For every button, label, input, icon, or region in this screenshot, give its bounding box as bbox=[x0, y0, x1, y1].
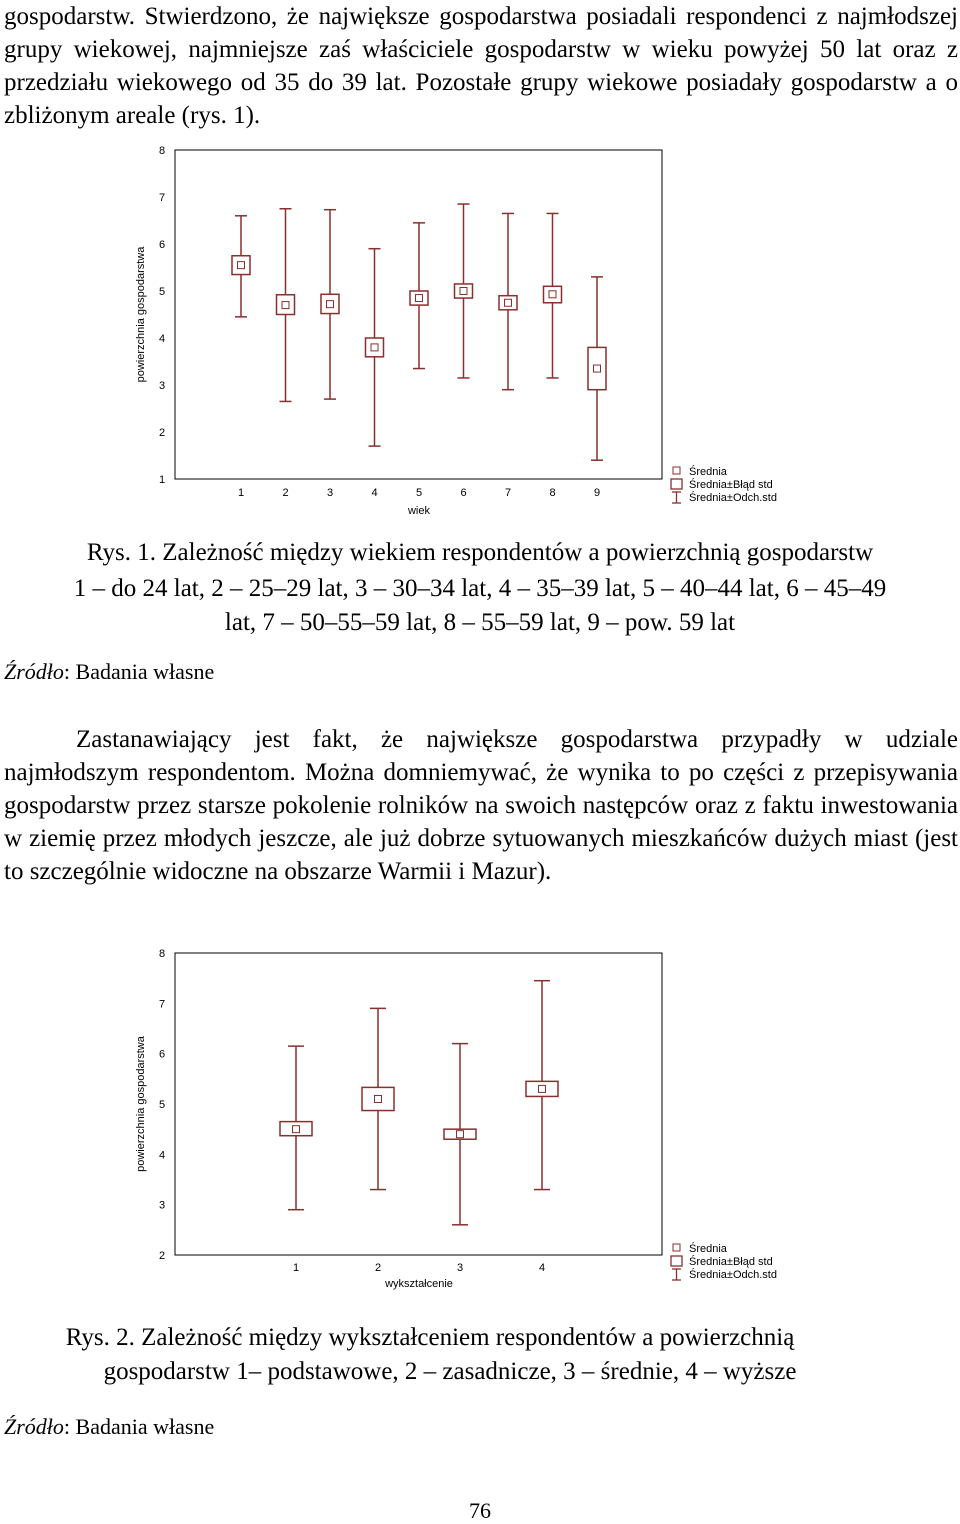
fig2-x-tick-label: 2 bbox=[374, 1262, 382, 1274]
fig1-x-tick-label: 6 bbox=[460, 487, 467, 499]
fig1-legend-box-label: Średnia±Błąd std bbox=[689, 479, 773, 491]
fig2-y-axis-label: powierzchnia gospodarstwa bbox=[135, 1036, 147, 1172]
fig1-x-axis-label: wiek bbox=[407, 505, 431, 517]
fig2-legend-box-icon bbox=[671, 1256, 682, 1266]
fig2-x-axis-label: wykształcenie bbox=[385, 1278, 453, 1290]
fig1-x-tick-label: 3 bbox=[326, 487, 334, 499]
fig2-y-tick-label: 8 bbox=[158, 948, 166, 960]
fig1-legend-whisker-label: Średnia±Odch.std bbox=[689, 492, 777, 504]
source-label: Źródło bbox=[4, 659, 64, 684]
fig2-mean-marker bbox=[375, 1095, 382, 1102]
figure-2-source bbox=[4, 1413, 214, 1441]
fig1-y-tick-label: 1 bbox=[158, 474, 166, 486]
fig2-y-tick-label: 2 bbox=[158, 1250, 166, 1262]
fig2-y-tick-label: 5 bbox=[158, 1099, 166, 1111]
fig1-y-tick-label: 5 bbox=[158, 286, 166, 298]
fig1-y-tick-label: 4 bbox=[158, 333, 166, 345]
fig2-y-tick-label: 4 bbox=[158, 1149, 166, 1162]
fig1-legend-mean-label: Średnia bbox=[689, 466, 727, 478]
fig2-x-tick-label: 4 bbox=[538, 1262, 546, 1274]
fig1-y-tick-label: 2 bbox=[158, 427, 166, 439]
fig2-legend-mean-label: Średnia bbox=[689, 1243, 727, 1255]
source-text: : Badania własne bbox=[63, 1414, 215, 1439]
fig1-x-tick-label: 1 bbox=[237, 487, 245, 499]
fig2-legend-box-label: Średnia±Błąd std bbox=[689, 1256, 773, 1268]
fig1-y-tick-label: 8 bbox=[158, 145, 166, 157]
fig2-mean-marker bbox=[457, 1131, 464, 1138]
fig2-y-tick-label: 7 bbox=[158, 998, 166, 1011]
fig1-x-tick-label: 5 bbox=[415, 487, 423, 499]
fig2-y-tick-label: 6 bbox=[158, 1048, 166, 1061]
fig2-mean-marker bbox=[539, 1085, 546, 1092]
fig1-y-tick-label: 6 bbox=[158, 239, 166, 251]
fig1-y-axis-label: powierzchnia gospodarstwa bbox=[135, 246, 147, 383]
fig1-x-tick-label: 7 bbox=[504, 487, 512, 499]
fig1-x-tick-label: 9 bbox=[593, 487, 601, 499]
figure-1-caption-title: Rys. 1. Zależność między wiekiem respondentów a powierzchnią gospodarstw bbox=[86, 539, 874, 566]
source-label: Źródło bbox=[4, 1414, 64, 1439]
fig2-y-tick-label: 3 bbox=[158, 1199, 166, 1212]
figure-1-caption-legend-line-1: 1 – do 24 lat, 2 – 25–29 lat, 3 – 30–34 lat, 4 – 35–39 lat, 5 – 40–44 lat, 6 – 45–49 bbox=[73, 575, 887, 602]
figure-2-caption bbox=[0, 1321, 960, 1389]
figure-1-caption-legend-line-2: lat, 7 – 50–55–59 lat, 8 – 55–59 lat, 9 – pow. 59 lat bbox=[224, 609, 736, 636]
fig1-x-tick-label: 8 bbox=[549, 487, 556, 499]
page-number: 76 bbox=[469, 1498, 491, 1523]
paragraph-middle: Zastanawiający jest fakt, że największe gospodarstwa przypadły w udziale najmłodszym respondentom. Można domniemywać, że wynika to po części z przepisywania gospodarstw przez starsze pokolenie rolników na swoich następców oraz z faktu inwestowania w ziemię przez młodych jeszcze, ale już dobrze sytuowanych mieszkańców dużych miast (jest to szczególnie widoczne na obszarze Warmii i Mazur). bbox=[4, 726, 958, 885]
fig2-x-tick-label: 1 bbox=[292, 1262, 300, 1274]
figure-2-caption-legend: gospodarstw 1– podstawowe, 2 – zasadnicze, 3 – średnie, 4 – wyższe bbox=[103, 1358, 797, 1385]
fig2-x-tick-label: 3 bbox=[456, 1262, 464, 1274]
fig1-x-tick-label: 2 bbox=[282, 487, 289, 499]
source-text: : Badania własne bbox=[63, 659, 215, 684]
fig2-plot-frame bbox=[175, 953, 662, 1255]
fig2-legend-whisker-label: Średnia±Odch.std bbox=[689, 1269, 777, 1281]
fig2-legend-mean-icon bbox=[673, 1244, 680, 1251]
figure-2-caption-title: Rys. 2. Zależność między wykształceniem respondentów a powierzchnią bbox=[65, 1324, 795, 1351]
paragraph-top: gospodarstw. Stwierdzono, że największe gospodarstwa posiadali respondenci z najmłodszej grupy wiekowej, najmniejsze zaś właściciele gospodarstw w wieku powyżej 50 lat oraz z przedziału wiekowego od 35 do 39 lat. Pozostałe grupy wiekowe posiadały gospodarstw a o zbliżonym areale (rys. 1). bbox=[4, 3, 958, 129]
fig1-y-tick-label: 7 bbox=[158, 192, 166, 204]
fig1-x-tick-label: 4 bbox=[371, 487, 378, 499]
fig2-mean-marker bbox=[293, 1126, 300, 1133]
fig1-y-tick-label: 3 bbox=[158, 380, 166, 392]
